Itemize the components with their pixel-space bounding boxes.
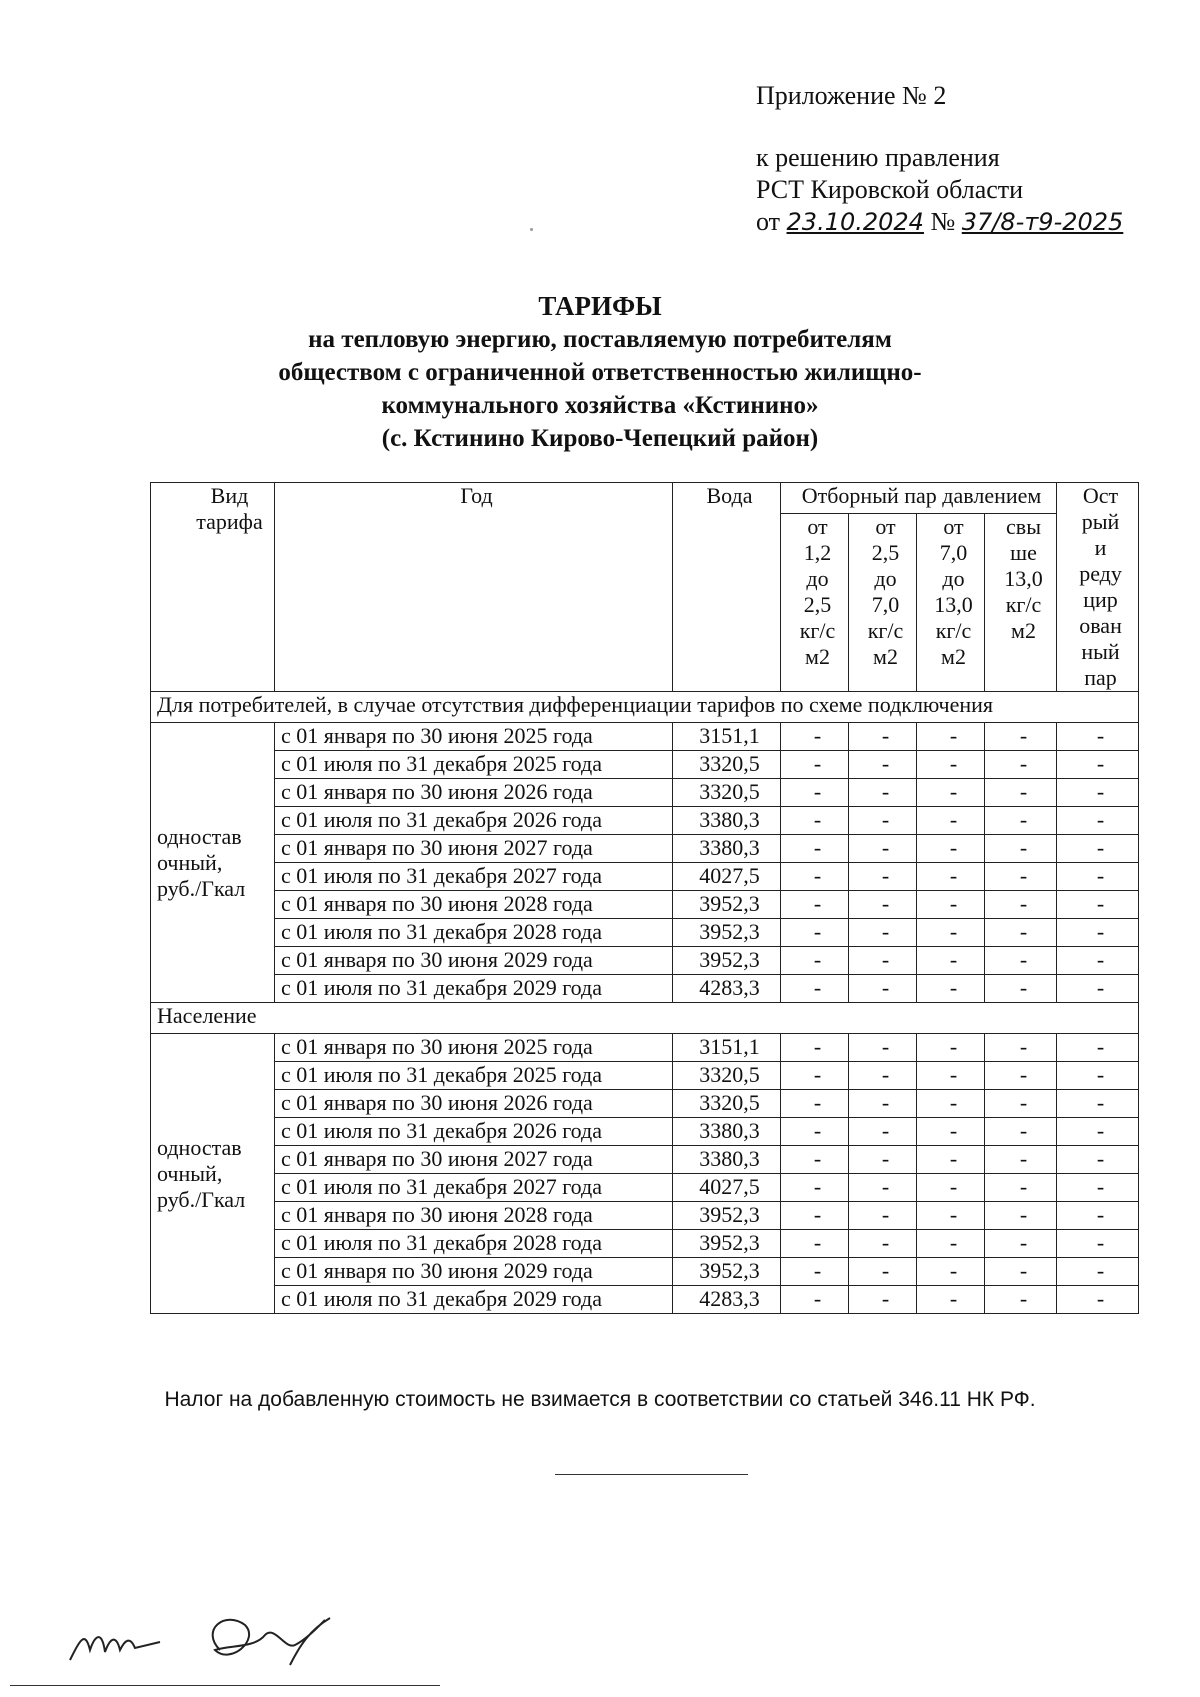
section-header-row <box>151 692 1139 723</box>
steam-tariff-cell: - <box>781 891 849 919</box>
steam-tariff-cell: - <box>1057 975 1139 1003</box>
steam-tariff-cell: - <box>985 863 1057 891</box>
steam-tariff-cell: - <box>917 723 985 751</box>
period-cell: с 01 июля по 31 декабря 2026 года <box>275 807 673 835</box>
steam-tariff-cell: - <box>1057 863 1139 891</box>
steam-tariff-cell: - <box>917 1174 985 1202</box>
period-cell: с 01 января по 30 июня 2026 года <box>275 1090 673 1118</box>
steam-tariff-cell: - <box>781 1230 849 1258</box>
steam-tariff-cell: - <box>849 1090 917 1118</box>
steam-tariff-cell: - <box>849 1286 917 1314</box>
period-cell: с 01 января по 30 июня 2029 года <box>275 1258 673 1286</box>
steam-tariff-cell: - <box>917 1202 985 1230</box>
section-title: Для потребителей, в случае отсутствия дифференциации тарифов по схеме подключения <box>151 692 1139 723</box>
header-steam-2: от 2,5 до 7,0 кг/с м2 <box>849 513 917 691</box>
signature-block <box>40 1590 460 1695</box>
steam-tariff-cell: - <box>917 1146 985 1174</box>
table-row <box>151 1174 1139 1202</box>
steam-tariff-cell: - <box>849 723 917 751</box>
steam-tariff-cell: - <box>985 1286 1057 1314</box>
steam-tariff-cell: - <box>917 779 985 807</box>
steam-tariff-cell: - <box>849 1230 917 1258</box>
steam-tariff-cell: - <box>781 751 849 779</box>
steam-tariff-cell: - <box>781 835 849 863</box>
water-tariff-cell: 3380,3 <box>673 835 781 863</box>
steam-tariff-cell: - <box>849 1258 917 1286</box>
steam-tariff-cell: - <box>781 723 849 751</box>
tariff-type-cell <box>151 1034 275 1314</box>
water-tariff-cell: 3151,1 <box>673 723 781 751</box>
steam-tariff-cell: - <box>985 1034 1057 1062</box>
table-row <box>151 1258 1139 1286</box>
appendix-line2: РСТ Кировской области <box>756 175 1024 204</box>
title-line2: на тепловую энергию, поставляемую потребителям <box>308 326 892 353</box>
steam-tariff-cell: - <box>985 1146 1057 1174</box>
water-tariff-cell: 4027,5 <box>673 1174 781 1202</box>
table-row <box>151 1146 1139 1174</box>
title-line5: (с. Кстинино Кирово-Чепецкий район) <box>381 425 819 452</box>
steam-tariff-cell: - <box>1057 1090 1139 1118</box>
steam-tariff-cell: - <box>985 807 1057 835</box>
steam-tariff-cell: - <box>849 807 917 835</box>
water-tariff-cell: 4027,5 <box>673 863 781 891</box>
steam-tariff-cell: - <box>917 891 985 919</box>
table-row <box>151 723 1139 751</box>
water-tariff-cell: 3151,1 <box>673 1034 781 1062</box>
section-title: Население <box>151 1003 1139 1034</box>
steam-tariff-cell: - <box>849 835 917 863</box>
tariff-type-line: очный, <box>157 849 223 875</box>
table-row <box>151 947 1139 975</box>
steam-tariff-cell: - <box>917 1230 985 1258</box>
period-cell: с 01 июля по 31 декабря 2025 года <box>275 1062 673 1090</box>
separator-line <box>555 1474 748 1475</box>
steam-tariff-cell: - <box>985 779 1057 807</box>
steam-tariff-cell: - <box>781 947 849 975</box>
steam-tariff-cell: - <box>1057 723 1139 751</box>
table-row <box>151 863 1139 891</box>
steam-tariff-cell: - <box>1057 1202 1139 1230</box>
title-main: ТАРИФЫ <box>538 291 662 321</box>
signature-line <box>10 1685 440 1686</box>
appendix-line3 <box>756 206 1123 238</box>
steam-tariff-cell: - <box>781 1258 849 1286</box>
appendix-title: Приложение № 2 <box>756 81 947 110</box>
steam-tariff-cell: - <box>781 1202 849 1230</box>
steam-tariff-cell: - <box>917 835 985 863</box>
vat-note: Налог на добавленную стоимость не взимается в соответствии со статьей 346.11 НК РФ. <box>164 1388 1036 1411</box>
steam-tariff-cell: - <box>985 751 1057 779</box>
steam-tariff-cell: - <box>985 947 1057 975</box>
water-tariff-cell: 3952,3 <box>673 947 781 975</box>
water-tariff-cell: 3380,3 <box>673 1146 781 1174</box>
header-vid: Вид тарифа <box>151 483 275 692</box>
steam-tariff-cell: - <box>917 1062 985 1090</box>
steam-tariff-cell: - <box>917 919 985 947</box>
section-header-row <box>151 1003 1139 1034</box>
period-cell: с 01 июля по 31 декабря 2029 года <box>275 1286 673 1314</box>
water-tariff-cell: 3952,3 <box>673 1258 781 1286</box>
steam-tariff-cell: - <box>849 947 917 975</box>
steam-tariff-cell: - <box>1057 947 1139 975</box>
table-row <box>151 919 1139 947</box>
steam-tariff-cell: - <box>849 919 917 947</box>
steam-tariff-cell: - <box>1057 1062 1139 1090</box>
water-tariff-cell: 3380,3 <box>673 1118 781 1146</box>
table-row <box>151 1062 1139 1090</box>
steam-tariff-cell: - <box>849 1146 917 1174</box>
steam-tariff-cell: - <box>985 919 1057 947</box>
steam-tariff-cell: - <box>1057 1034 1139 1062</box>
header-steam-1: от 1,2 до 2,5 кг/с м2 <box>781 513 849 691</box>
steam-tariff-cell: - <box>1057 1230 1139 1258</box>
period-cell: с 01 июля по 31 декабря 2027 года <box>275 863 673 891</box>
document-title <box>0 290 1200 455</box>
tariff-type-line: руб./Гкал <box>157 1186 246 1212</box>
tariff-type-line: одностав <box>157 1134 242 1160</box>
header-sharp-steam: Ост рый и реду цир ован ный пар <box>1057 483 1139 692</box>
header-year: Год <box>275 483 673 692</box>
water-tariff-cell: 3952,3 <box>673 1202 781 1230</box>
header-water: Вода <box>673 483 781 692</box>
period-cell: с 01 января по 30 июня 2028 года <box>275 891 673 919</box>
table-row <box>151 779 1139 807</box>
water-tariff-cell: 3380,3 <box>673 807 781 835</box>
period-cell: с 01 января по 30 июня 2027 года <box>275 1146 673 1174</box>
steam-tariff-cell: - <box>985 1230 1057 1258</box>
table-row <box>151 1118 1139 1146</box>
table-row <box>151 1230 1139 1258</box>
header-steam-3: от 7,0 до 13,0 кг/с м2 <box>917 513 985 691</box>
steam-tariff-cell: - <box>1057 891 1139 919</box>
table-row <box>151 1286 1139 1314</box>
header-steam-4: свы ше 13,0 кг/с м2 <box>985 513 1057 691</box>
number-label: № <box>930 207 956 236</box>
water-tariff-cell: 3952,3 <box>673 1230 781 1258</box>
steam-tariff-cell: - <box>985 891 1057 919</box>
appendix-line1: к решению правления <box>756 143 1000 172</box>
steam-tariff-cell: - <box>781 975 849 1003</box>
steam-tariff-cell: - <box>781 1174 849 1202</box>
period-cell: с 01 июля по 31 декабря 2028 года <box>275 919 673 947</box>
period-cell: с 01 января по 30 июня 2027 года <box>275 835 673 863</box>
water-tariff-cell: 3952,3 <box>673 891 781 919</box>
steam-tariff-cell: - <box>781 863 849 891</box>
steam-tariff-cell: - <box>849 1174 917 1202</box>
scan-speck <box>530 228 533 231</box>
appendix-block <box>756 80 1123 238</box>
steam-tariff-cell: - <box>849 891 917 919</box>
water-tariff-cell: 3320,5 <box>673 1090 781 1118</box>
steam-tariff-cell: - <box>1057 1146 1139 1174</box>
period-cell: с 01 июля по 31 декабря 2029 года <box>275 975 673 1003</box>
table-row <box>151 1090 1139 1118</box>
steam-tariff-cell: - <box>917 1286 985 1314</box>
period-cell: с 01 января по 30 июня 2028 года <box>275 1202 673 1230</box>
water-tariff-cell: 3320,5 <box>673 779 781 807</box>
table-row <box>151 891 1139 919</box>
handwritten-signature <box>40 1590 460 1690</box>
period-cell: с 01 января по 30 июня 2025 года <box>275 1034 673 1062</box>
steam-tariff-cell: - <box>849 1034 917 1062</box>
handwritten-number: 37/8-т9-2025 <box>961 208 1124 236</box>
period-cell: с 01 июля по 31 декабря 2027 года <box>275 1174 673 1202</box>
water-tariff-cell: 4283,3 <box>673 975 781 1003</box>
steam-tariff-cell: - <box>917 1258 985 1286</box>
steam-tariff-cell: - <box>849 779 917 807</box>
from-label: от <box>756 207 781 236</box>
steam-tariff-cell: - <box>1057 779 1139 807</box>
steam-tariff-cell: - <box>849 975 917 1003</box>
steam-tariff-cell: - <box>781 919 849 947</box>
table-row <box>151 807 1139 835</box>
steam-tariff-cell: - <box>985 1062 1057 1090</box>
table-row <box>151 835 1139 863</box>
steam-tariff-cell: - <box>917 863 985 891</box>
table-row <box>151 975 1139 1003</box>
period-cell: с 01 января по 30 июня 2026 года <box>275 779 673 807</box>
steam-tariff-cell: - <box>781 807 849 835</box>
steam-tariff-cell: - <box>781 1062 849 1090</box>
tariff-type-line: руб./Гкал <box>157 875 246 901</box>
steam-tariff-cell: - <box>849 863 917 891</box>
tariff-type-line: очный, <box>157 1160 223 1186</box>
steam-tariff-cell: - <box>985 723 1057 751</box>
steam-tariff-cell: - <box>1057 919 1139 947</box>
table-row <box>151 1202 1139 1230</box>
steam-tariff-cell: - <box>985 1090 1057 1118</box>
steam-tariff-cell: - <box>781 1118 849 1146</box>
steam-tariff-cell: - <box>849 1202 917 1230</box>
steam-tariff-cell: - <box>849 1118 917 1146</box>
period-cell: с 01 июля по 31 декабря 2028 года <box>275 1230 673 1258</box>
title-line3: обществом с ограниченной ответственностью жилищно- <box>278 359 922 386</box>
table-row <box>151 751 1139 779</box>
period-cell: с 01 июля по 31 декабря 2026 года <box>275 1118 673 1146</box>
table-row <box>151 1034 1139 1062</box>
water-tariff-cell: 3320,5 <box>673 751 781 779</box>
title-line4: коммунального хозяйства «Кстинино» <box>381 392 819 419</box>
header-steam-group: Отборный пар давлением <box>781 483 1057 514</box>
water-tariff-cell: 3952,3 <box>673 919 781 947</box>
tariffs-body <box>151 692 1139 1314</box>
steam-tariff-cell: - <box>781 1034 849 1062</box>
steam-tariff-cell: - <box>917 807 985 835</box>
steam-tariff-cell: - <box>781 1090 849 1118</box>
steam-tariff-cell: - <box>1057 751 1139 779</box>
steam-tariff-cell: - <box>985 1202 1057 1230</box>
steam-tariff-cell: - <box>917 1090 985 1118</box>
water-tariff-cell: 4283,3 <box>673 1286 781 1314</box>
steam-tariff-cell: - <box>781 1286 849 1314</box>
steam-tariff-cell: - <box>1057 1174 1139 1202</box>
steam-tariff-cell: - <box>917 975 985 1003</box>
steam-tariff-cell: - <box>1057 1286 1139 1314</box>
steam-tariff-cell: - <box>985 975 1057 1003</box>
steam-tariff-cell: - <box>1057 1258 1139 1286</box>
steam-tariff-cell: - <box>849 1062 917 1090</box>
period-cell: с 01 января по 30 июня 2029 года <box>275 947 673 975</box>
steam-tariff-cell: - <box>917 947 985 975</box>
steam-tariff-cell: - <box>917 1118 985 1146</box>
steam-tariff-cell: - <box>985 1174 1057 1202</box>
steam-tariff-cell: - <box>985 835 1057 863</box>
handwritten-date: 23.10.2024 <box>786 208 924 236</box>
tariff-type-line: одностав <box>157 823 242 849</box>
period-cell: с 01 января по 30 июня 2025 года <box>275 723 673 751</box>
steam-tariff-cell: - <box>985 1258 1057 1286</box>
tariff-type-cell <box>151 723 275 1003</box>
tariffs-table <box>150 482 1139 1314</box>
steam-tariff-cell: - <box>781 1146 849 1174</box>
steam-tariff-cell: - <box>1057 807 1139 835</box>
steam-tariff-cell: - <box>917 751 985 779</box>
steam-tariff-cell: - <box>849 751 917 779</box>
steam-tariff-cell: - <box>917 1034 985 1062</box>
steam-tariff-cell: - <box>781 779 849 807</box>
steam-tariff-cell: - <box>1057 835 1139 863</box>
steam-tariff-cell: - <box>1057 1118 1139 1146</box>
water-tariff-cell: 3320,5 <box>673 1062 781 1090</box>
period-cell: с 01 июля по 31 декабря 2025 года <box>275 751 673 779</box>
steam-tariff-cell: - <box>985 1118 1057 1146</box>
